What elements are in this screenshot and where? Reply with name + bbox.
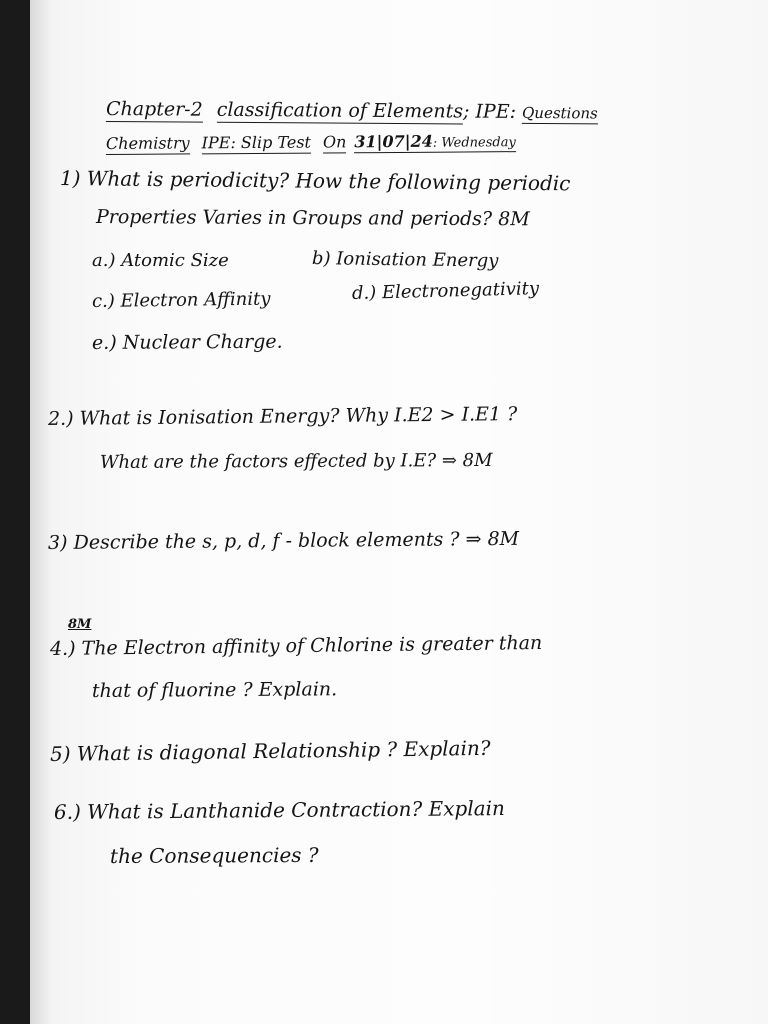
q4-line2: that of fluorine ? Explain.: [91, 678, 338, 702]
test-day: : Wednesday: [432, 135, 516, 151]
handwritten-question-sheet: [30, 0, 768, 1024]
q5-line1: 5) What is diagonal Relationship ? Explain?: [49, 735, 491, 766]
q1-option-b: b) Ionisation Energy: [311, 248, 499, 272]
subject-label: Chemistry: [105, 133, 190, 153]
q4-marks: 8M: [68, 617, 92, 632]
header-subject-line: [106, 131, 516, 153]
q2-line2: What are the factors effected by I.E? ⇒ 8M: [99, 449, 493, 473]
questions-label: Questions: [521, 103, 598, 123]
q1-option-e: e.) Nuclear Charge.: [91, 330, 283, 354]
q6-line1: 6.) What is Lanthanide Contraction? Explain: [53, 796, 505, 824]
date-prefix: On: [322, 132, 347, 152]
q1-line2: Properties Varies in Groups and periods? 8M: [95, 206, 530, 231]
q1-option-d: d.) Electronegativity: [351, 278, 540, 304]
q1-option-c: c.) Electron Affinity: [91, 288, 271, 312]
ipe-label: ; IPE:: [462, 100, 517, 123]
q3-line1: 3) Describe the s, p, d, f - block elements ? ⇒ 8M: [47, 527, 520, 554]
chapter-title: classification of Elements: [216, 98, 464, 123]
header-title-line: [106, 98, 598, 123]
test-date: 31|07|24: [354, 131, 433, 152]
q4-line1: 4.) The Electron affinity of Chlorine is greater than: [49, 631, 543, 660]
q1-option-a: a.) Atomic Size: [92, 250, 229, 271]
q2-line1: 2.) What is Ionisation Energy? Why I.E2 > I.E1 ?: [47, 403, 518, 430]
chapter-label: Chapter-2: [105, 98, 203, 121]
test-name: IPE: Slip Test: [201, 132, 312, 153]
q6-line2: the Consequencies ?: [109, 842, 319, 868]
q1-line1: 1) What is periodicity? How the following periodic: [59, 166, 571, 196]
